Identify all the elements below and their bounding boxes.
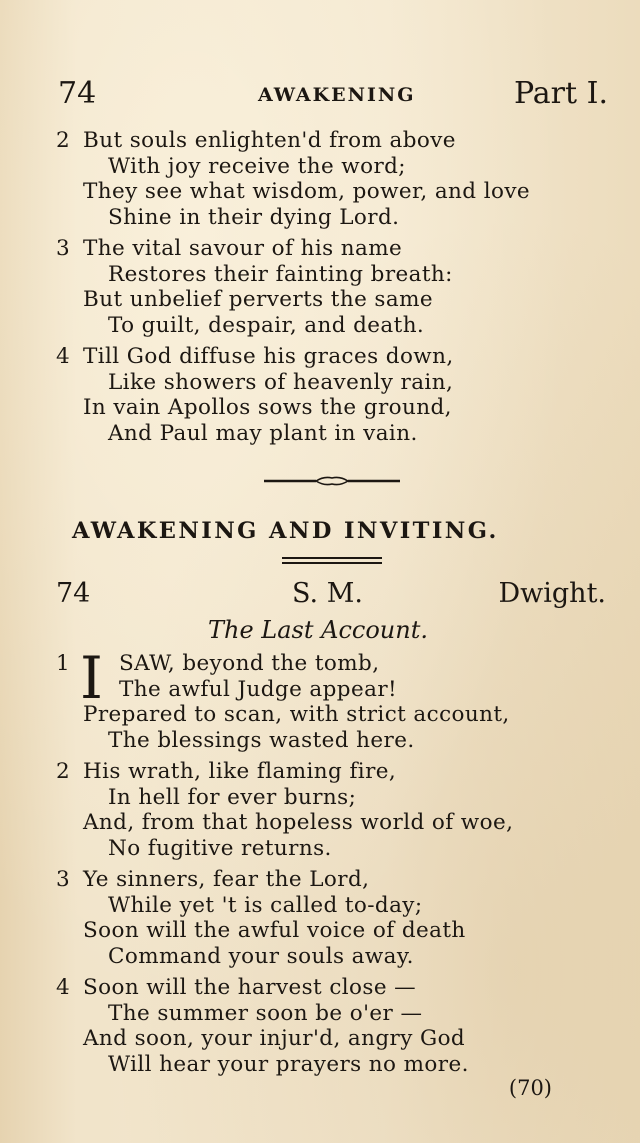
stanza-number: 4 <box>56 344 71 369</box>
verse-line: Shine in their dying Lord. <box>108 204 400 230</box>
stanza-number: 3 <box>56 236 71 261</box>
verse-line: And soon, your injur'd, angry God <box>83 1026 466 1051</box>
drop-cap: I <box>80 644 103 712</box>
stanza-number: 3 <box>56 867 71 892</box>
stanza-4 <box>56 975 513 1077</box>
verse-line: No fugitive returns. <box>108 835 332 861</box>
verse-line: To guilt, despair, and death. <box>108 312 425 338</box>
verse-line: They see what wisdom, power, and love <box>83 179 530 204</box>
stanza-number: 2 <box>56 128 71 153</box>
section-title: AWAKENING AND INVITING. <box>72 518 499 544</box>
verse-line: The blessings wasted here. <box>108 727 415 753</box>
verse-line: And, from that hopeless world of woe, <box>83 810 514 835</box>
verse-line: The awful Judge appear! <box>119 676 398 702</box>
stanza-number: 1 <box>56 651 71 676</box>
verse-line: Soon will the awful voice of death <box>83 918 466 943</box>
verse-line: Till God diffuse his graces down, <box>83 344 454 369</box>
verse-line: While yet 't is called to-day; <box>108 892 423 918</box>
stanza-4-prev <box>56 344 530 446</box>
verse-line: Ye sinners, fear the Lord, <box>83 867 370 892</box>
verse-line: SAW, beyond the tomb, <box>119 651 380 676</box>
hymn-number: 74 <box>56 578 91 609</box>
hymn-subtitle: The Last Account. <box>208 616 428 644</box>
running-title: AWAKENING <box>258 84 416 106</box>
verse-line: Will hear your prayers no more. <box>108 1051 469 1077</box>
stanza-2 <box>56 759 513 861</box>
verse-line: The summer soon be o'er — <box>108 1000 423 1026</box>
stanza-number: 4 <box>56 975 71 1000</box>
previous-hymn <box>56 128 530 446</box>
hymn-meter: S. M. <box>292 578 363 609</box>
stanza-2-prev <box>56 128 530 230</box>
hymn-tune: Dwight. <box>498 578 606 609</box>
verse-line: Command your souls away. <box>108 943 414 969</box>
verse-line: The vital savour of his name <box>83 236 403 261</box>
section-rule <box>282 557 382 565</box>
ornament-divider <box>264 474 400 488</box>
verse-line: His wrath, like flaming fire, <box>83 759 397 784</box>
verse-line: With joy receive the word; <box>108 153 406 179</box>
verse-line: Like showers of heavenly rain, <box>108 369 454 395</box>
verse-line: In hell for ever burns; <box>108 784 357 810</box>
verse-line: But souls enlighten'd from above <box>83 128 456 153</box>
verse-line: And Paul may plant in vain. <box>108 420 418 446</box>
page-header <box>58 74 608 114</box>
page-number: 74 <box>58 76 97 111</box>
scan-page-number: (70) <box>508 1076 552 1100</box>
stanza-1 <box>56 644 513 753</box>
verse-line: In vain Apollos sows the ground, <box>83 395 452 420</box>
hymn-heading <box>56 578 606 614</box>
stanza-number: 2 <box>56 759 71 784</box>
stanza-3-prev <box>56 236 530 338</box>
verse-line: Soon will the harvest close — <box>83 975 417 1000</box>
verse-line: Prepared to scan, with strict account, <box>83 702 510 727</box>
stanza-3 <box>56 867 513 969</box>
verse-line: Restores their fainting breath: <box>108 261 453 287</box>
part-label: Part I. <box>513 76 608 111</box>
hymn-text <box>56 644 514 1077</box>
verse-line: But unbelief perverts the same <box>83 287 433 312</box>
